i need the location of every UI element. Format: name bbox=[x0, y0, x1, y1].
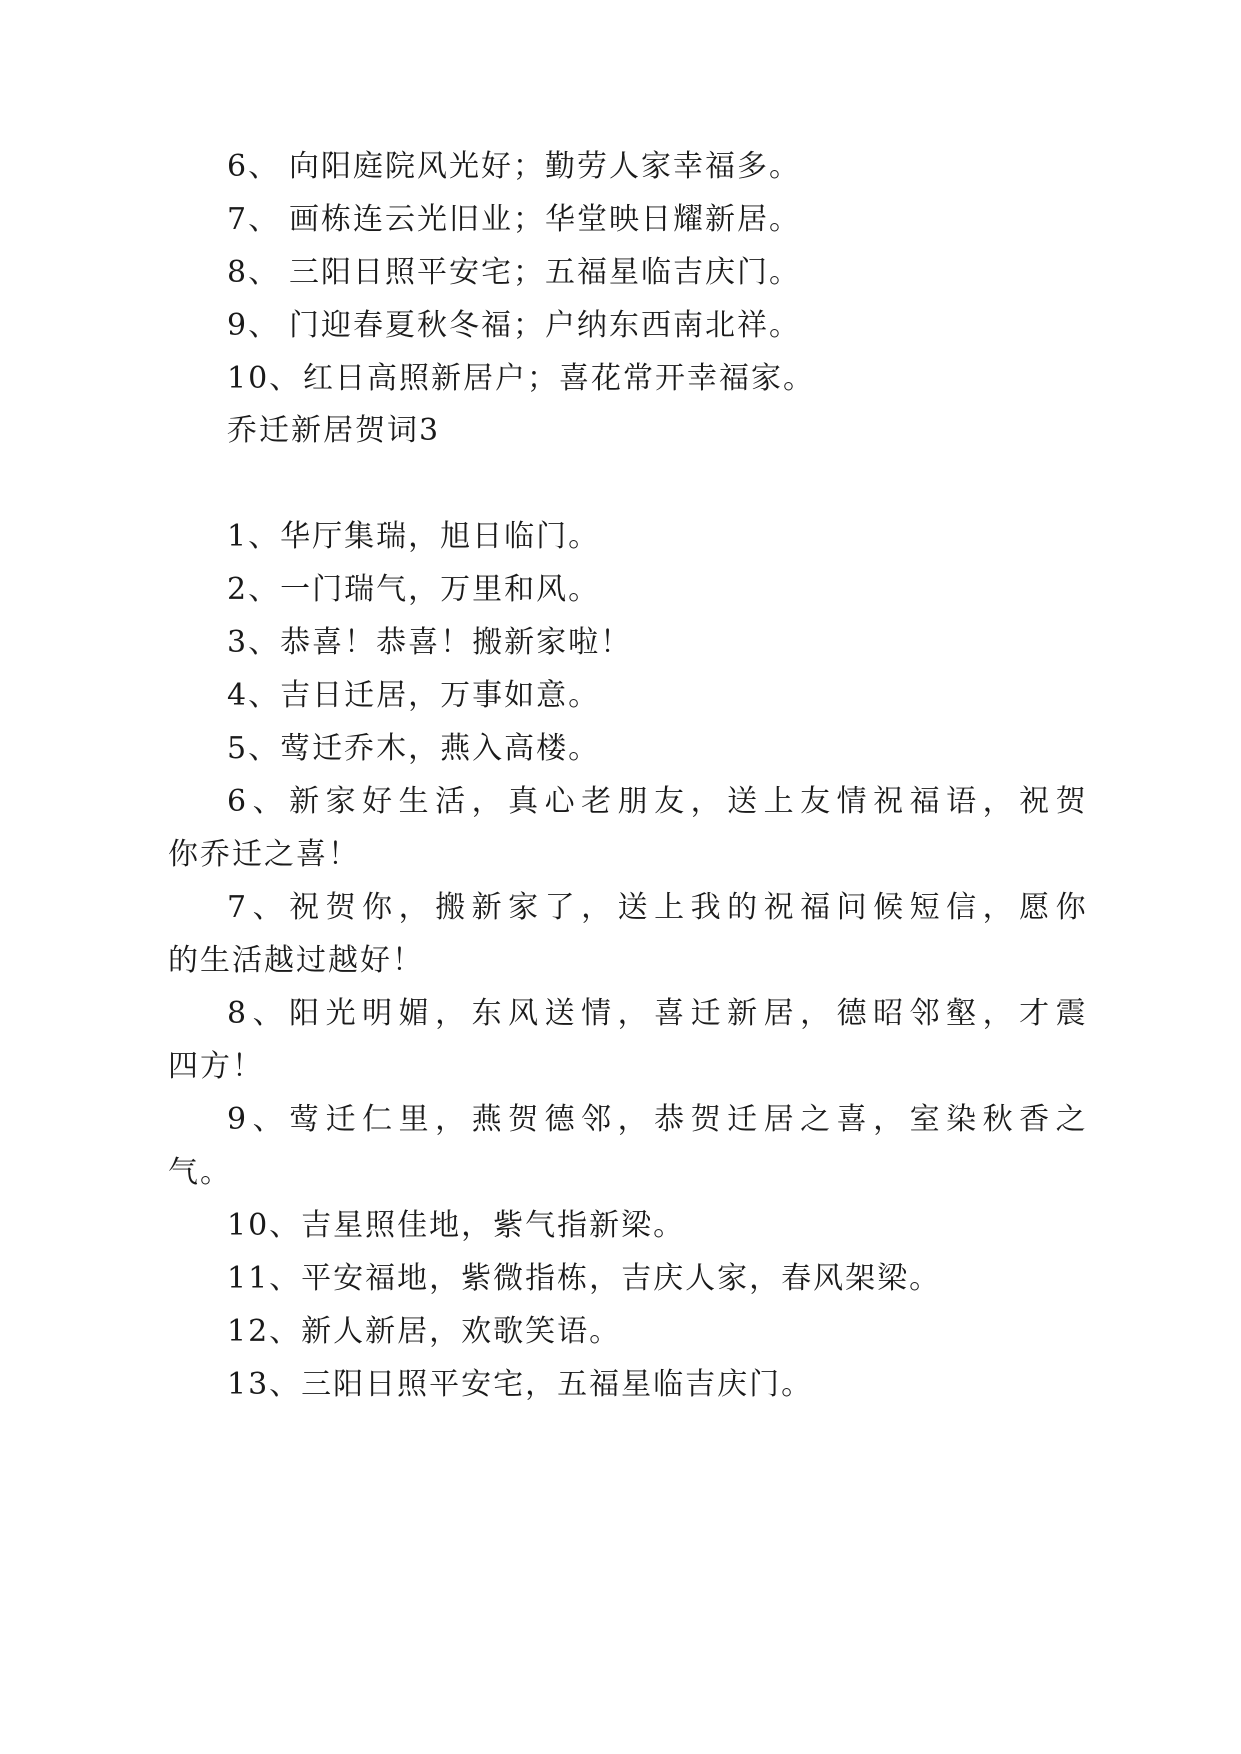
couplet-number: 9、 bbox=[227, 308, 281, 343]
couplet-number: 7、 bbox=[227, 202, 281, 237]
couplet-number: 10、 bbox=[227, 361, 302, 396]
couplet-line-7 bbox=[227, 200, 801, 240]
couplet-line-8 bbox=[227, 253, 801, 293]
greeting-line-3: 3、恭喜！恭喜！搬新家啦！ bbox=[227, 625, 633, 660]
couplet-text: 红日高照新居户；喜花常开幸福家。 bbox=[303, 361, 815, 396]
couplet-text: 门迎春夏秋冬福；户纳东西南北祥。 bbox=[289, 308, 801, 343]
section-title: 乔迁新居贺词3 bbox=[227, 413, 441, 448]
greeting-line-5: 5、莺迁乔木，燕入高楼。 bbox=[227, 731, 601, 766]
greeting-line-7-part1: 7、祝贺你，搬新家了，送上我的祝福问候短信，愿你 bbox=[227, 890, 1093, 925]
couplet-number: 8、 bbox=[227, 255, 281, 290]
greeting-line-6-part1: 6、新家好生活，真心老朋友，送上友情祝福语，祝贺 bbox=[227, 784, 1093, 819]
couplet-line-10 bbox=[227, 359, 815, 399]
greeting-line-9-part1: 9、莺迁仁里，燕贺德邻，恭贺迁居之喜，室染秋香之 bbox=[227, 1102, 1093, 1137]
couplet-number: 6、 bbox=[227, 149, 281, 184]
greeting-line-7-part2: 的生活越过越好！ bbox=[168, 943, 424, 978]
couplet-text: 三阳日照平安宅；五福星临吉庆门。 bbox=[289, 255, 801, 290]
greeting-line-2: 2、一门瑞气，万里和风。 bbox=[227, 572, 601, 607]
greeting-line-1: 1、华厅集瑞，旭日临门。 bbox=[227, 519, 601, 554]
greeting-line-6-part2: 你乔迁之喜！ bbox=[168, 837, 360, 872]
greeting-line-12: 12、新人新居，欢歌笑语。 bbox=[227, 1314, 622, 1349]
greeting-line-4: 4、吉日迁居，万事如意。 bbox=[227, 678, 601, 713]
greeting-line-8-part1: 8、阳光明媚，东风送情，喜迁新居，德昭邻壑，才震 bbox=[227, 996, 1093, 1031]
greeting-line-13: 13、三阳日照平安宅，五福星临吉庆门。 bbox=[227, 1367, 814, 1402]
greeting-line-8-part2: 四方！ bbox=[168, 1049, 264, 1084]
couplet-line-6 bbox=[227, 147, 801, 187]
couplet-line-9 bbox=[227, 306, 801, 346]
greeting-line-9-part2: 气。 bbox=[168, 1155, 232, 1190]
greeting-line-10: 10、吉星照佳地，紫气指新梁。 bbox=[227, 1208, 686, 1243]
greeting-line-11: 11、平安福地，紫微指栋，吉庆人家，春风架梁。 bbox=[227, 1261, 942, 1296]
couplet-text: 画栋连云光旧业；华堂映日耀新居。 bbox=[289, 202, 801, 237]
couplet-text: 向阳庭院风光好；勤劳人家幸福多。 bbox=[289, 149, 801, 184]
